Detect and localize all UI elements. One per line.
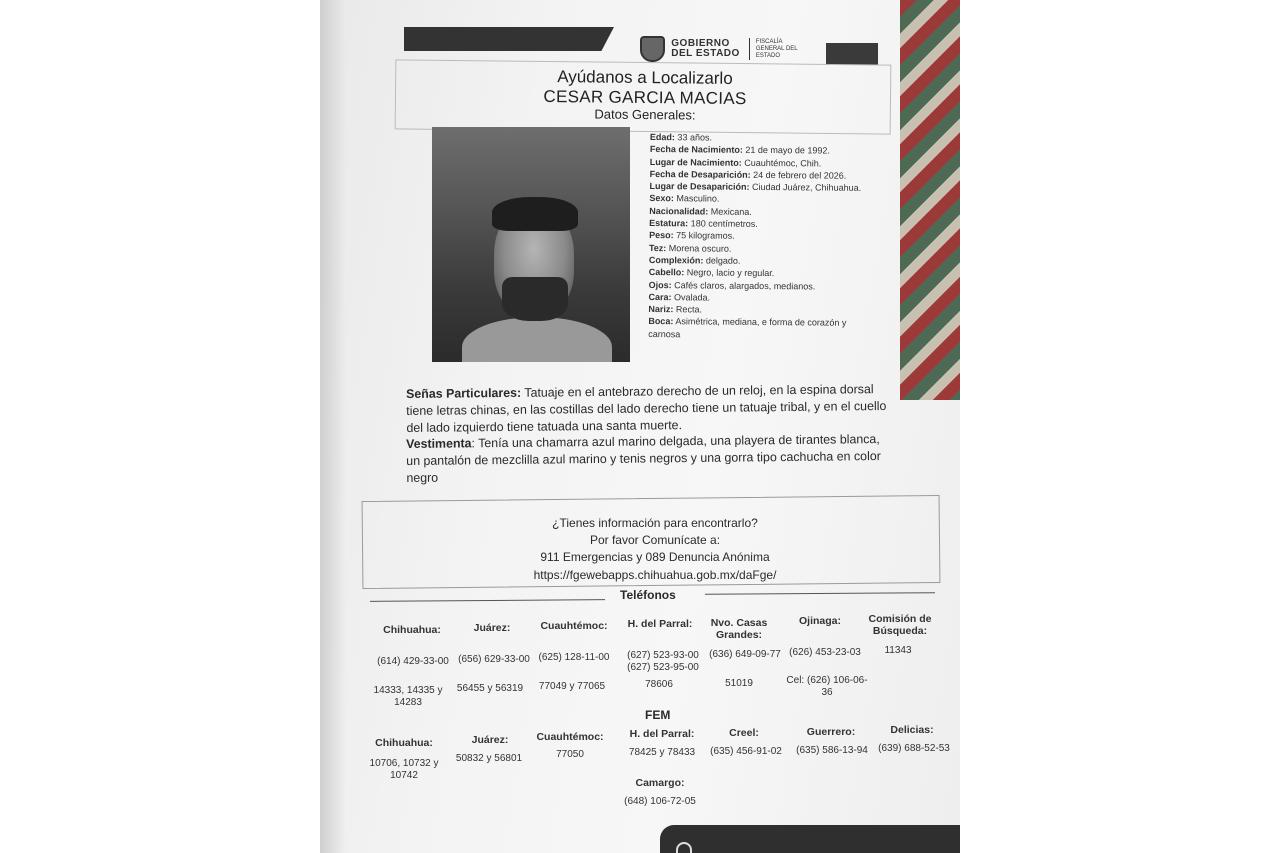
background-left — [0, 0, 322, 853]
fem-header-cuauhtemoc: Cuauhtémoc: — [536, 731, 604, 743]
detail-value: Cuauhtémoc, Chih. — [741, 157, 822, 169]
fem-header-delicias: Delicias: — [890, 724, 934, 736]
detail-value: Morena oscuro. — [666, 242, 732, 254]
fem-title: FEM — [645, 708, 671, 722]
tel-ext-cuauhtemoc: 77049 y 77065 — [538, 681, 606, 692]
vestimenta-text: : Tenía una chamarra azul marino delgada, una playera de tirantes blanca, un pantalón de mezclilla azul marino y tenis negros y una gorra tipo cachucha en color negro — [406, 432, 881, 485]
logo-sub-text: FISCALÍA GENERAL DEL ESTADO — [755, 38, 798, 59]
detail-value: Ciudad Juárez, Chihuahua. — [749, 182, 862, 194]
detail-label: Fecha de Desaparición: — [649, 168, 751, 180]
photo-body — [462, 317, 612, 362]
person-photo — [432, 127, 630, 362]
detail-label: Nacionalidad: — [649, 205, 709, 217]
detail-row — [648, 315, 863, 341]
tel-header-casas-grandes: Nvo. Casas Grandes: — [710, 617, 768, 641]
sheet-shadow — [320, 0, 346, 853]
detail-value: Ovalada. — [671, 292, 711, 303]
footer-bar — [660, 825, 960, 853]
detail-label: Edad: — [649, 131, 676, 143]
senas-label: Señas Particulares: — [406, 385, 522, 401]
tel-ext-juarez: 56455 y 56319 — [456, 683, 524, 694]
fem-value-creel: (635) 456-91-02 — [710, 746, 782, 757]
footer-icon — [676, 842, 692, 853]
detail-label: Complexión: — [648, 254, 704, 266]
detail-label: Sexo: — [649, 193, 674, 204]
vestimenta-label: Vestimenta — [406, 436, 472, 451]
tel-ext-chihuahua: 14333, 14335 y 14283 — [373, 685, 443, 708]
info-question: ¿Tienes información para encontrarlo? — [552, 516, 758, 530]
tel-phone-ojinaga: (626) 453-23-03 — [789, 647, 861, 658]
tel-phone-comision: 11343 — [884, 645, 912, 656]
detail-label: Nariz: — [648, 304, 674, 315]
tel-phone-cuauhtemoc: (625) 128-11-00 — [538, 652, 610, 663]
tel-phone-parral: (627) 523-93-00 (627) 523-95-00 — [627, 650, 699, 673]
details-list — [648, 131, 865, 342]
tel-phone-chihuahua: (614) 429-33-00 — [377, 656, 449, 667]
fem-value-juarez: 50832 y 56801 — [455, 753, 523, 764]
tel-header-comision: Comisión de Búsqueda: — [868, 613, 932, 637]
tel-phone-juarez: (656) 629-33-00 — [458, 654, 530, 665]
tel-header-chihuahua: Chihuahua: — [383, 624, 441, 636]
detail-value: Recta. — [673, 304, 703, 315]
info-url[interactable]: https://fgewebapps.chihuahua.gob.mx/daFge/ — [533, 568, 777, 582]
detail-label: Lugar de Nacimiento: — [649, 156, 742, 168]
detail-value: 33 años. — [674, 132, 713, 143]
info-emergency: 911 Emergencias y 089 Denuncia Anónima — [540, 550, 770, 564]
detail-label: Estatura: — [649, 218, 689, 229]
detail-value: 24 de febrero del 2026. — [750, 169, 847, 181]
logo-main-text: GOBIERNO DEL ESTADO — [671, 38, 740, 59]
tel-ext-parral: 78606 — [645, 679, 673, 690]
photo-hair — [492, 197, 578, 231]
government-logo — [640, 34, 810, 64]
info-please: Por favor Comunícate a: — [589, 533, 721, 547]
seal-icon — [640, 36, 665, 62]
fem-value-delicias: (639) 688-52-53 — [878, 743, 950, 754]
tel-ext-casas-grandes: 51019 — [725, 678, 753, 689]
detail-label: Peso: — [649, 230, 674, 241]
tel-phone-casas-grandes: (636) 649-09-77 — [709, 649, 781, 660]
fabric-background — [900, 0, 960, 400]
detail-value: delgado. — [703, 255, 741, 266]
tel-header-ojinaga: Ojinaga: — [798, 615, 841, 627]
person-name: CESAR GARCIA MACIAS — [543, 86, 747, 109]
detail-value: 75 kilogramos. — [673, 230, 735, 242]
flyer-heading: Ayúdanos a Localizarlo — [557, 67, 733, 88]
fem-header-juarez: Juárez: — [471, 734, 509, 746]
detail-label: Fecha de Nacimiento: — [649, 144, 743, 156]
detail-value: Negro, lacio y regular. — [684, 267, 775, 279]
distinguishing-marks — [406, 381, 892, 437]
detail-label: Boca: — [648, 316, 674, 327]
fem-header-creel: Creel: — [729, 727, 759, 739]
detail-label: Tez: — [648, 242, 667, 253]
detail-label: Lugar de Desaparición: — [649, 181, 750, 193]
tel-ext-ojinaga: Cel: (626) 106-06-36 — [786, 675, 868, 698]
detail-value: Masculino. — [673, 193, 720, 205]
detail-value: 180 centímetros. — [688, 218, 758, 230]
fem-header-guerrero: Guerrero: — [806, 726, 856, 738]
tel-header-cuauhtemoc: Cuauhtémoc: — [540, 620, 608, 632]
header-bar-right — [826, 43, 878, 65]
senas-text: Tatuaje en el antebrazo derecho de un reloj, en la espina dorsal tiene letras chinas, en las costillas del lado derecho tiene un tatuaje tribal, y en el cuello del lado izquierdo tiene tatuada una santa muerte. — [406, 382, 887, 435]
detail-value: 21 de mayo de 1992. — [742, 145, 830, 156]
detail-label: Cara: — [648, 291, 672, 303]
detail-label: Ojos: — [648, 279, 672, 290]
tel-header-parral: H. del Parral: — [627, 618, 693, 630]
tel-header-juarez: Juárez: — [473, 622, 511, 634]
fem-value-chihuahua: 10706, 10732 y 10742 — [369, 758, 439, 781]
detail-label: Cabello: — [648, 267, 685, 278]
fem-value-guerrero: (635) 586-13-94 — [796, 745, 868, 756]
header-bar-left — [404, 27, 614, 51]
detail-value: Mexicana. — [708, 206, 752, 217]
fem-value-cuauhtemoc: 77050 — [556, 749, 584, 760]
fem-value-parral: 78425 y 78433 — [628, 747, 696, 758]
fem-value-camargo: (648) 106-72-05 — [624, 796, 696, 807]
clothing — [406, 431, 887, 487]
background-right — [958, 0, 1280, 853]
general-data-heading: Datos Generales: — [594, 106, 696, 123]
photo-beard — [502, 277, 568, 321]
fem-header-parral: H. del Parral: — [629, 728, 695, 740]
fem-header-camargo: Camargo: — [635, 777, 685, 789]
detail-value: Asimétrica, mediana, e forma de corazón y carnosa — [648, 316, 847, 340]
telefonos-title: Teléfonos — [620, 588, 676, 602]
detail-value: Cafés claros, alargados, medianos. — [671, 279, 816, 292]
fem-header-chihuahua: Chihuahua: — [375, 737, 433, 749]
logo-divider — [749, 38, 750, 60]
